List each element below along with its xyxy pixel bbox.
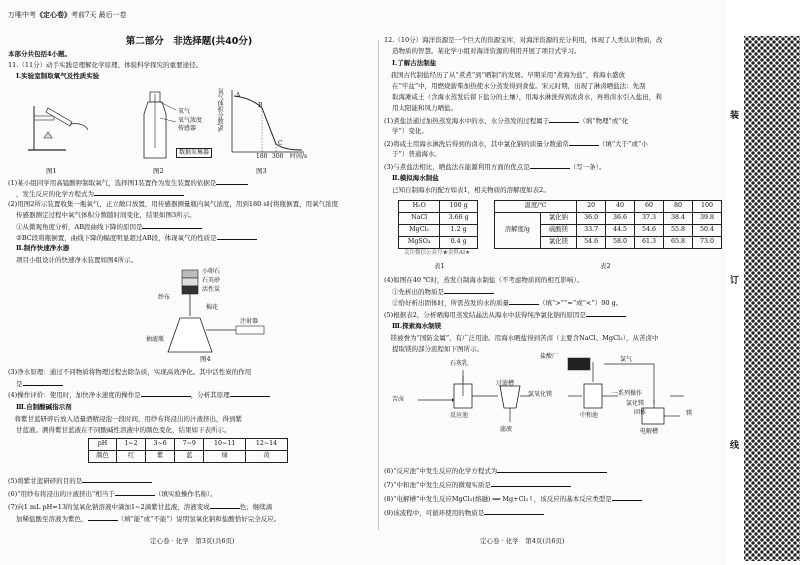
fig3-yaxis-label: 氧气体积分数/% bbox=[216, 88, 224, 132]
q11-l2b: 传感器测定过程中氧气体积分数随时间变化，结果如图3所示。 bbox=[16, 211, 196, 219]
fig2-caption: 图2 bbox=[153, 167, 164, 175]
page-header bbox=[8, 10, 127, 20]
flow-reactor: 反应池 bbox=[450, 412, 469, 419]
q11-l3: 项目小组设计的快速净水装置如图4所示。 bbox=[16, 256, 138, 264]
flow-filter: 过滤槽 bbox=[496, 380, 515, 387]
q12-l6: (6)“反应池”中发生反应的化学方程式为 bbox=[384, 466, 607, 476]
table1-row bbox=[399, 213, 478, 225]
q11-l9c: 加稀盐酸至溶液为紫色， （填“能”或“不能”）说明氢氧化钠和盐酸恰好完全反应。 bbox=[16, 515, 281, 523]
flow-hcl-plant: 盐酸厂 bbox=[540, 353, 559, 360]
fig4-label-gauze: 纱布 bbox=[158, 294, 171, 301]
fig4-label-flask: 抽滤瓶 bbox=[146, 336, 165, 343]
ph-range: 12~14 bbox=[246, 439, 288, 451]
footer-left: 定心卷 · 化学 第3页(共6页) bbox=[150, 537, 235, 545]
q11-l2: (2)用图2所示装置收集一瓶氧气，正立敞口放置，用传感器测量瓶内氧气浓度，用到180 s时将瓶倒置，用氧气浓度 bbox=[8, 200, 339, 208]
q12-l3: (3)与煮盐法相比，晒盐法在能源利用方面的优点是 （写一条）。 bbox=[384, 163, 606, 171]
table2-sol-label: 溶解度/g bbox=[495, 213, 541, 249]
fig3-point-a: A bbox=[236, 92, 241, 99]
table2-value: 65.8 bbox=[664, 237, 693, 249]
fig3-caption: 图3 bbox=[256, 167, 267, 175]
q12-p5: 已知自制海水的配方如表1，相关物质的溶解度如表2。 bbox=[392, 186, 550, 194]
part2-title: 第二部分 非选择题(共40分) bbox=[125, 36, 253, 47]
q12-p6: 镁被誉为“国防金属”，有广泛用途。用海水晒盐得到苦卤（主要含NaCl、MgCl₂），从苦卤中 bbox=[384, 334, 659, 342]
flow-ops: 一系列操作 bbox=[612, 390, 643, 397]
ph-range: 1~2 bbox=[116, 439, 145, 451]
q11-l4: (3)净水原理：通过不同物质将物理过程去除杂质，实现高效净化。其中活性炭的作用 bbox=[8, 368, 252, 376]
fig3-xaxis-label: 时间/s bbox=[290, 153, 308, 160]
q12-l1: (1)煮盐法通过加热蒸发海水中的水，水分蒸发的过程属于 （填“物理”或“化 bbox=[384, 117, 629, 125]
flow-mgcl2: 氯化镁 bbox=[626, 400, 645, 407]
q12-stem: 12.（10分）海洋资源是一个巨大的资源宝库，对海洋资源的充分利用，体现了人类认识物质，改 bbox=[384, 36, 663, 44]
table2-substance: 氯化钠 bbox=[540, 213, 576, 225]
q11-l2c: ①从微观角度分析，AB段曲线下降的原因是 bbox=[16, 222, 202, 232]
q12-l1c: 学”）变化。 bbox=[392, 127, 428, 135]
table2-temp: 100 bbox=[692, 201, 721, 213]
q12-l2: (2)将咸土用海水淋洗后得到的卤水，其中氯化钠的质量分数通常 （填“大于”或“小 bbox=[384, 140, 648, 148]
binding-dot-pattern bbox=[744, 36, 800, 561]
q12-p2: 在“牢盆”中，用燃烧薪柴加热使水分蒸发得到食盐。宋元时期，出现了淋卤晒盐法：先刮 bbox=[392, 82, 646, 90]
q11-l2d: ②BC段将瓶倒置，曲线下降的幅度明显超过AB段，体现氧气的性质是 bbox=[16, 233, 257, 243]
table2-value: 73.0 bbox=[692, 237, 721, 249]
fig2-bottle bbox=[138, 88, 178, 164]
table1-cell: 100 g bbox=[440, 201, 478, 213]
flow-lime: 石灰乳 bbox=[450, 360, 469, 367]
q12-section-1: Ⅰ.了解古法制盐 bbox=[392, 59, 437, 67]
q11-section-1: Ⅰ.实验室制取氧气及性质实验 bbox=[16, 72, 100, 80]
fig3-point-c: C bbox=[278, 140, 283, 147]
table2-substance: 硫酸镁 bbox=[540, 225, 576, 237]
q12-p4: 用太阳能和风力晒盐。 bbox=[392, 104, 457, 112]
page-divider bbox=[378, 40, 379, 530]
flow-electro: 电解槽 bbox=[640, 428, 659, 435]
fig3-tick-300: 300 bbox=[272, 153, 284, 160]
table2-temp-label: 温度/℃ bbox=[495, 201, 577, 213]
q12-l7: (7)“中和池”中发生反应的微观实质是 bbox=[384, 480, 571, 490]
fig2-data-collector: 数据采集器 bbox=[176, 148, 212, 158]
table1-cell: 0.4 g bbox=[440, 237, 478, 249]
q12-l4a: ①先析出的物质是 bbox=[392, 287, 494, 297]
color-row bbox=[89, 451, 288, 463]
q11-l7: (5)将紫甘蓝研碎的目的是 bbox=[8, 476, 152, 486]
table2-temp: 40 bbox=[606, 201, 635, 213]
gutter-char-3: 线 bbox=[730, 441, 740, 451]
flow-mg: 镁 bbox=[686, 410, 693, 417]
color-header: 颜色 bbox=[89, 451, 117, 463]
ph-row bbox=[89, 439, 288, 451]
table2-caption: 表2 bbox=[600, 262, 611, 270]
table1-cell: MgCl₂ bbox=[399, 225, 440, 237]
flow-neutral: 中和池 bbox=[580, 412, 599, 419]
fig2-label-oxygen: 氧气 bbox=[178, 108, 191, 115]
table2-value: 58.0 bbox=[606, 237, 635, 249]
flow-solid: 固体 bbox=[634, 409, 647, 416]
fig4-label-carbon: 活性炭 bbox=[202, 286, 221, 293]
ph-range: 7~9 bbox=[175, 439, 204, 451]
fig4-label-sand: 石英砂 bbox=[202, 277, 221, 284]
ph-color-table bbox=[88, 438, 288, 463]
q11-section-2: Ⅱ.制作快速净水器 bbox=[16, 244, 70, 252]
table2-row bbox=[495, 213, 722, 225]
table2-value: 55.8 bbox=[664, 225, 693, 237]
fig4-filter-apparatus bbox=[120, 268, 270, 358]
color-value: 黄 bbox=[246, 451, 288, 463]
fig1-apparatus bbox=[26, 98, 96, 164]
table2-temp: 20 bbox=[577, 201, 606, 213]
q12-p7: 提取镁的部分流程如下图所示。 bbox=[392, 345, 483, 353]
table2-temp: 80 bbox=[664, 201, 693, 213]
table2-value: 37.3 bbox=[635, 213, 664, 225]
part2-note: 本部分共包括4小题。 bbox=[8, 50, 72, 58]
q12-l4: (4)如图在40 ℃时，蒸发自制海水制盐（不考虑物质间的相互影响）。 bbox=[384, 276, 584, 284]
q12-l9: (9)该流程中，可循环使用的物质是 bbox=[384, 508, 544, 518]
table2-value: 54.6 bbox=[577, 237, 606, 249]
table2-value: 33.7 bbox=[577, 225, 606, 237]
q11-l9: (7)向1 mL pH=13的氢氧化钠溶液中滴加1~2滴紫甘蓝液，溶液变成 色；继续滴 bbox=[8, 503, 273, 511]
q11-l6: 将紫甘蓝研碎后放入适量酒精浸泡一段时间，用纱布将浸出的汁液挤出，得到紫 bbox=[8, 415, 242, 423]
header-brand: 《定心卷》 bbox=[36, 10, 71, 19]
fig3-tick-180: 180 bbox=[256, 153, 268, 160]
q11-l6b: 甘蓝液。测得紫甘蓝液在不同酸碱性溶液中的颜色变化，结果如下表所示。 bbox=[16, 426, 231, 434]
watermark-text: 关注微信公众号★金科AI★ bbox=[404, 250, 471, 256]
color-value: 绿 bbox=[204, 451, 246, 463]
q12-section-3: Ⅲ.探索海水制镁 bbox=[392, 322, 442, 330]
flow-filtrate: 滤液 bbox=[500, 426, 513, 433]
q11-l1b: ，发生反应的化学方程式为 bbox=[16, 189, 184, 199]
table1-caption: 表1 bbox=[434, 262, 445, 270]
ph-header: pH bbox=[89, 439, 117, 451]
table1-row bbox=[399, 237, 478, 249]
table2-value: 50.4 bbox=[692, 225, 721, 237]
q12-l4b: ②恰好析出固体时，所需蒸发的水的质量 （填“>”“=”或“<”）90 g。 bbox=[392, 299, 623, 307]
flow-chlorine: 氯气 bbox=[620, 356, 633, 363]
q11-stem: 11.（11分）动手实践是理解化学原理、体验科学探究的重要途径。 bbox=[8, 61, 203, 69]
ph-range: 3~6 bbox=[146, 439, 175, 451]
table2-value: 54.6 bbox=[635, 225, 664, 237]
table1-row bbox=[399, 225, 478, 237]
mg-extraction-flowchart bbox=[384, 356, 724, 466]
fig4-label-syringe: 注射器 bbox=[240, 318, 259, 325]
table1-cell: MgSO₄ bbox=[399, 237, 440, 249]
q11-l1: (1)某小组同学用高锰酸钾制取氧气，选择图1装置作为发生装置的依据是 bbox=[8, 178, 248, 188]
header-prefix: 万唯中考 bbox=[8, 11, 36, 19]
q12-p3: 取海滩咸土（含海水蒸发后留下盐分的土壤），用海水淋洗得到浓卤水，再将卤水引入盐田，利 bbox=[392, 93, 662, 101]
gutter-char-1: 装 bbox=[730, 111, 740, 121]
color-value: 紫 bbox=[146, 451, 175, 463]
table1-seawater-recipe bbox=[398, 200, 478, 249]
ph-range: 10~11 bbox=[204, 439, 246, 451]
flow-mgoh: 氢氧化镁 bbox=[528, 391, 553, 398]
q11-l4b: 是 bbox=[16, 379, 63, 389]
table1-cell: 1.2 g bbox=[440, 225, 478, 237]
table2-value: 36.6 bbox=[606, 213, 635, 225]
fig3-point-b: B bbox=[258, 102, 263, 109]
flow-brine: 苦卤 bbox=[392, 396, 405, 403]
table1-cell: NaCl bbox=[399, 213, 440, 225]
q12-l5: (5)根据表2，分析晒海用蒸发结晶法从海水中获得纯净氯化钠的原因是 bbox=[384, 310, 626, 320]
table2-substance: 氯化镁 bbox=[540, 237, 576, 249]
fig4-caption: 图4 bbox=[200, 355, 211, 363]
fig4-label-cotton: 棉花 bbox=[206, 304, 219, 311]
color-value: 蓝 bbox=[175, 451, 204, 463]
color-value: 红 bbox=[116, 451, 145, 463]
table2-value: 39.8 bbox=[692, 213, 721, 225]
q12-p1: 我国古代制盐经历了从“煮煮”到“晒制”的发展。早期采用“煮海为盐”，将海水盛放 bbox=[384, 71, 625, 79]
q11-l5: (4)操作评价：使用时，加快净水速度的操作是 ，分析其原理 bbox=[8, 390, 270, 400]
table2-value: 44.5 bbox=[606, 225, 635, 237]
table2-solubility bbox=[494, 200, 722, 249]
table1-cell: 3.66 g bbox=[440, 213, 478, 225]
table1-cell: H₂O bbox=[399, 201, 440, 213]
fig4-label-pebble: 小卵石 bbox=[202, 268, 221, 275]
fig2-label-sensor2: 传感器 bbox=[178, 125, 197, 132]
q12-l8: (8)“电解槽”中发生反应MgCl₂(熔融) ══ Mg+Cl₂↑，该反应的基本反应类型是 bbox=[384, 494, 642, 504]
q11-section-3: Ⅲ.自制酸碱指示剂 bbox=[16, 403, 72, 411]
fig1-caption: 图1 bbox=[46, 167, 57, 175]
footer-right: 定心卷 · 化学 第4页(共6页) bbox=[480, 537, 565, 545]
table2-value: 38.4 bbox=[664, 213, 693, 225]
header-suffix: 考前7天 最后一卷 bbox=[71, 11, 127, 19]
table2-temp-row bbox=[495, 201, 722, 213]
q12-l2c: 于”）普通海水。 bbox=[392, 150, 441, 158]
gutter-char-2: 订 bbox=[730, 276, 740, 286]
table2-temp: 60 bbox=[635, 201, 664, 213]
fig2-label-sensor: 氧气浓度 bbox=[178, 117, 203, 124]
table2-value: 36.0 bbox=[577, 213, 606, 225]
q12-section-2: Ⅱ.模拟海水制盐 bbox=[392, 174, 439, 182]
table2-value: 61.3 bbox=[635, 237, 664, 249]
q11-l8: (6)“用纱布将浸出的汁液挤出”相当于 （填实验操作名称）。 bbox=[8, 490, 217, 498]
q12-stem2: 造物质的智慧。某化学小组对海洋资源的利用开展了项目式学习。 bbox=[392, 47, 581, 55]
table1-row bbox=[399, 201, 478, 213]
